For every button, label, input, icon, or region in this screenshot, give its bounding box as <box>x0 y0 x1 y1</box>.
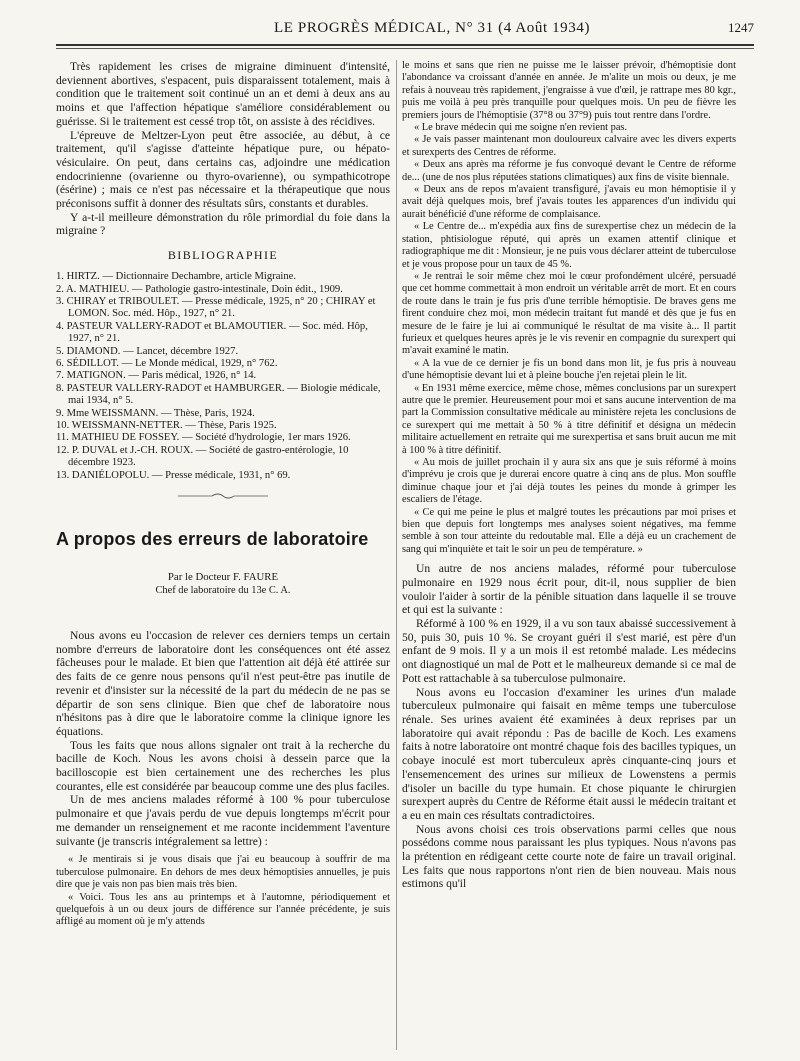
letter-quote: « A la vue de ce dernier je fis un bond dans mon lit, je fus pris à nouveau d'une hémoptisie devant lui et à pleine bouche j'en rejetai plein le lit. <box>402 357 736 382</box>
column-divider <box>396 60 397 1050</box>
letter-quote: « Je mentirais si je vous disais que j'ai eu beaucoup à souffrir de ma tuberculose pulmonaire. En dehors de mes deux hémoptisies annuelles, je puis dire que je vais non pas bien mais très bien. <box>56 854 390 891</box>
text-columns <box>56 60 754 1050</box>
left-column <box>56 60 390 1050</box>
letter-quote: « Le Centre de... m'expédia aux fins de surexpertise chez un médecin de la station, phtisiologue réputé, qui après un examen attentif clinique et radiographique me dit : Monsieur, je ne puis vous déclarer atteint de tuberculose et je vous propose pour un taux de 45 %. <box>402 221 736 270</box>
bibliography-list <box>56 271 390 482</box>
letter-quote: « Deux ans après ma réforme je fus convoqué devant le Centre de réforme de... (une de nos plus réputées stations climatiques) aux fins de visite biennale. <box>402 159 736 183</box>
letter-quote: « Je rentrai le soir même chez moi le cœur profondément ulcéré, persuadé que cet homme commettait à mon endroit un véritable arrêt de mort. Et en cours de route dans le train je fus pris d'une terrible hémoptisie. De braves gens me firent conduire chez moi, mon médecin traitant fut mandé et dès que je fus en mesure de le faire je lui ai communiqué le résultat de ma visite à... Il partit furieux et quelques heures après je le vis revenir en compagnie du surexpert qui m'avait examiné le matin. <box>402 270 736 357</box>
bibliography-entry: 9. Mme WEISSMANN. — Thèse, Paris, 1924. <box>56 407 255 419</box>
paragraph: Très rapidement les crises de migraine diminuent d'intensité, deviennent abortives, s'espacent, puis disparaissent totalement, mais à condition que le traitement soit continué un an et demi à deux ans au moins et que l'affection hépatique s'améliore considérablement ou guérisse. Si le traitement est cessé trop tôt, on assiste à des récidives. <box>56 60 390 128</box>
author-role: Chef de laboratoire du 13e C. A. <box>155 585 291 597</box>
bibliography-entry: 13. DANIÉLOPOLU. — Presse médicale, 1931, n° 69. <box>56 469 291 481</box>
paragraph: Nous avons eu l'occasion de relever ces derniers temps un certain nombre d'erreurs de laboratoire dont les conséquences ont été assez fâcheuses pour le malade. Et bien que l'attention ait déjà été attirée sur des faits de ce genre nous pensons qu'il n'est peut-être pas inutile de revenir et d'insister sur la nécessité de la part du médecin de ne pas se départir de son sens clinique. Bien que chef de laboratoire nous n'hésitons pas à dire que le laboratoire comme la clinique ignore les équations. <box>56 629 390 738</box>
letter-quote: « Le brave médecin qui me soigne n'en revient pas. <box>414 122 628 134</box>
bibliography-entry: 5. DIAMOND. — Lancet, décembre 1927. <box>56 345 239 357</box>
bibliography-entry: 6. SÉDILLOT. — Le Monde médical, 1929, n° 762. <box>56 357 278 369</box>
header-rule <box>56 48 754 49</box>
letter-quote: « En 1931 même exercice, même chose, mêmes conclusions par un surexpert autre que le premier. Heureusement pour moi et sans aucune intervention de ma part la Commission consultative médicale au ministère rejeta les conclusions de ce surexpert qui me mettait à 50 % à titre définitif et désigna un médecin militaire actuellement en retraite qui me surexpertisa et sans bruit aucun me mit à 100 % à titre définitif. <box>402 382 736 456</box>
letter-quote: « Voici. Tous les ans au printemps et à l'automne, périodiquement et quelquefois à un ou deux jours de différence sur l'année précédente, je suis affligé au moment où je m'y attends <box>56 891 390 928</box>
bibliography-entry: 1. HIRTZ. — Dictionnaire Dechambre, article Migraine. <box>56 271 296 283</box>
article-author: Par le Docteur F. FAURE <box>167 571 279 584</box>
bibliography-entry: 2. A. MATHIEU. — Pathologie gastro-intestinale, Doin édit., 1909. <box>56 283 343 295</box>
page-header <box>56 20 754 46</box>
bibliography-entry: 12. P. DUVAL et J.-CH. ROUX. — Société de gastro-entérologie, 10 décembre 1923. <box>56 444 349 469</box>
letter-quote: « Au mois de juillet prochain il y aura six ans que je suis réformé à moins d'imprévu je crois que je durerai encore quatre à cinq ans de plus. Mon souffle diminue chaque jour et j'ai déjà toutes les peines du monde à grimper les escaliers de l'étage. <box>402 457 736 506</box>
bibliography-heading: BIBLIOGRAPHIE <box>167 248 279 263</box>
bibliography-entry: 8. PASTEUR VALLERY-RADOT et HAMBURGER. — Biologie médicale, mai 1934, n° 5. <box>56 382 381 407</box>
ornament-divider <box>56 492 390 503</box>
journal-title: LE PROGRÈS MÉDICAL, N° 31 (4 Août 1934) <box>274 20 591 36</box>
paragraph: Nous avons eu l'occasion d'examiner les urines d'un malade tuberculeux pulmonaire qui faisait en même temps une tuberculose rénale. Ses urines avaient été examinées à deux reprises par un laboratoire qui avait répondu : Pas de bacille de Koch. Les examens faits à notre laboratoire ont montré chaque fois des bacilles typiques, un cobaye inoculé est mort tuberculeux après cinquante-cinq jours et l'ensemencement des urines sur milieux de Lowenstens a permis d'isoler un bacille du type humain. Et chose piquante le chirurgien surexpert auprès du Centre de Réforme était aussi le médecin traitant et a eu en main ces résultats contradictoires. <box>402 685 736 822</box>
bibliography-entry: 10. WEISSMANN-NETTER. — Thèse, Paris 1925. <box>56 420 277 432</box>
paragraph: Un de mes anciens malades réformé à 100 % pour tuberculose pulmonaire et que j'avais perdu de vue depuis longtemps m'écrit pour me demander un renseignement et me raconte incidemment l'aventure suivante (je transcris intégralement sa lettre) : <box>56 793 390 848</box>
bibliography-entry: 3. CHIRAY et TRIBOULET. — Presse médicale, 1925, n° 20 ; CHIRAY et LOMON. Soc. méd. Hôp., 1927, n° 21. <box>56 295 376 320</box>
paragraph: Y a-t-il meilleure démonstration du rôle primordial du foie dans la migraine ? <box>56 210 390 238</box>
bibliography-entry: 4. PASTEUR VALLERY-RADOT et BLAMOUTIER. — Soc. méd. Hôp, 1927, n° 21. <box>56 320 368 345</box>
paragraph: Réformé à 100 % en 1929, il a vu son taux abaissé successivement à 50, puis 30, puis 10 %. Se croyant guéri il s'est marié, est père d'un enfant de 9 mois. Il y a un mois il est retombé malade. Les médecins ont diagnostiqué un mal de Pott et le malheureux demande si ce mal de Pott est rattachable à sa tuberculose pulmonaire. <box>402 617 736 685</box>
paragraph: L'épreuve de Meltzer-Lyon peut être associée, au début, à ce traitement, qu'il s'agisse d'atteinte hépatique pure, ou hépato-vésiculaire. On peut, dans certains cas, adjoindre une médication endocrinienne (ovarienne ou thyro-ovarienne), ou sympathicotrope (ésérine) ; mais ce n'est pas nécessaire et la thérapeutique que nous préconisons suffit à donner des résultats sûrs, constants et durables. <box>56 128 390 211</box>
bibliography-entry: 11. MATHIEU DE FOSSEY. — Société d'hydrologie, 1er mars 1926. <box>56 432 351 444</box>
right-column <box>402 60 736 1050</box>
paragraph: Un autre de nos anciens malades, réformé pour tuberculose pulmonaire en 1929 nous écrit pour, dit-il, nous supplier de bien vouloir l'aider à sortir de la pénible situation dans laquelle il se trouve et qui est la suivante : <box>402 562 736 617</box>
paragraph: Tous les faits que nous allons signaler ont trait à la recherche du bacille de Koch. Nous les avons choisi à dessein parce que la bacilloscopie est bien certainement une des recherches les plus courantes, elle est considérée par beaucoup comme une des plus faciles. <box>56 738 390 793</box>
journal-page <box>56 20 754 1050</box>
page-number: 1247 <box>728 20 754 35</box>
article-title: A propos des erreurs de laboratoire <box>56 529 369 550</box>
letter-quote: le moins et sans que rien ne puisse me le laisser prévoir, d'hémoptisie dont l'abondance va croissant d'année en année. Je m'alite un mois ou deux, je me refais à nouveau très rapidement, j'engraisse à vue d'œil, je rattrape mes 80 kgr., puis me voilà à peu près tranquille pour quelques mois. Un peu de fièvre les premiers jours de l'hémoptisie (37°8 ou 37°9) puis tout rentre dans l'ordre. <box>402 60 736 121</box>
paragraph: Nous avons choisi ces trois observations parmi celles que nous possédons comme nous paraissant les plus typiques. Nous n'avons pas la prétention en rédigeant cette courte note de faire un travail original. Les faits que nous rapportons n'ont rien de bien nouveau. Mais nous estimons qu'il <box>402 822 736 891</box>
letter-quote: « Ce qui me peine le plus et malgré toutes les précautions par moi prises et bien que depuis fort longtemps mes analyses soient négatives, ma femme semble à son tour atteinte du redoutable mal. Elle a déjà eu un crachement de sang qui m'inquiète et tait le soir un peu de température. » <box>402 506 736 555</box>
letter-quote: « Je vais passer maintenant mon douloureux calvaire avec les divers experts et surexperts des Centres de réforme. <box>402 134 736 158</box>
letter-quote: « Deux ans de repos m'avaient transfiguré, j'avais eu mon hémoptisie il y avait déjà quelques mois, bref j'avais toutes les apparences d'un individu qui aurait bénéficié d'une réforme de complaisance. <box>402 184 736 220</box>
bibliography-entry: 7. MATIGNON. — Paris médical, 1926, n° 14. <box>56 370 257 382</box>
